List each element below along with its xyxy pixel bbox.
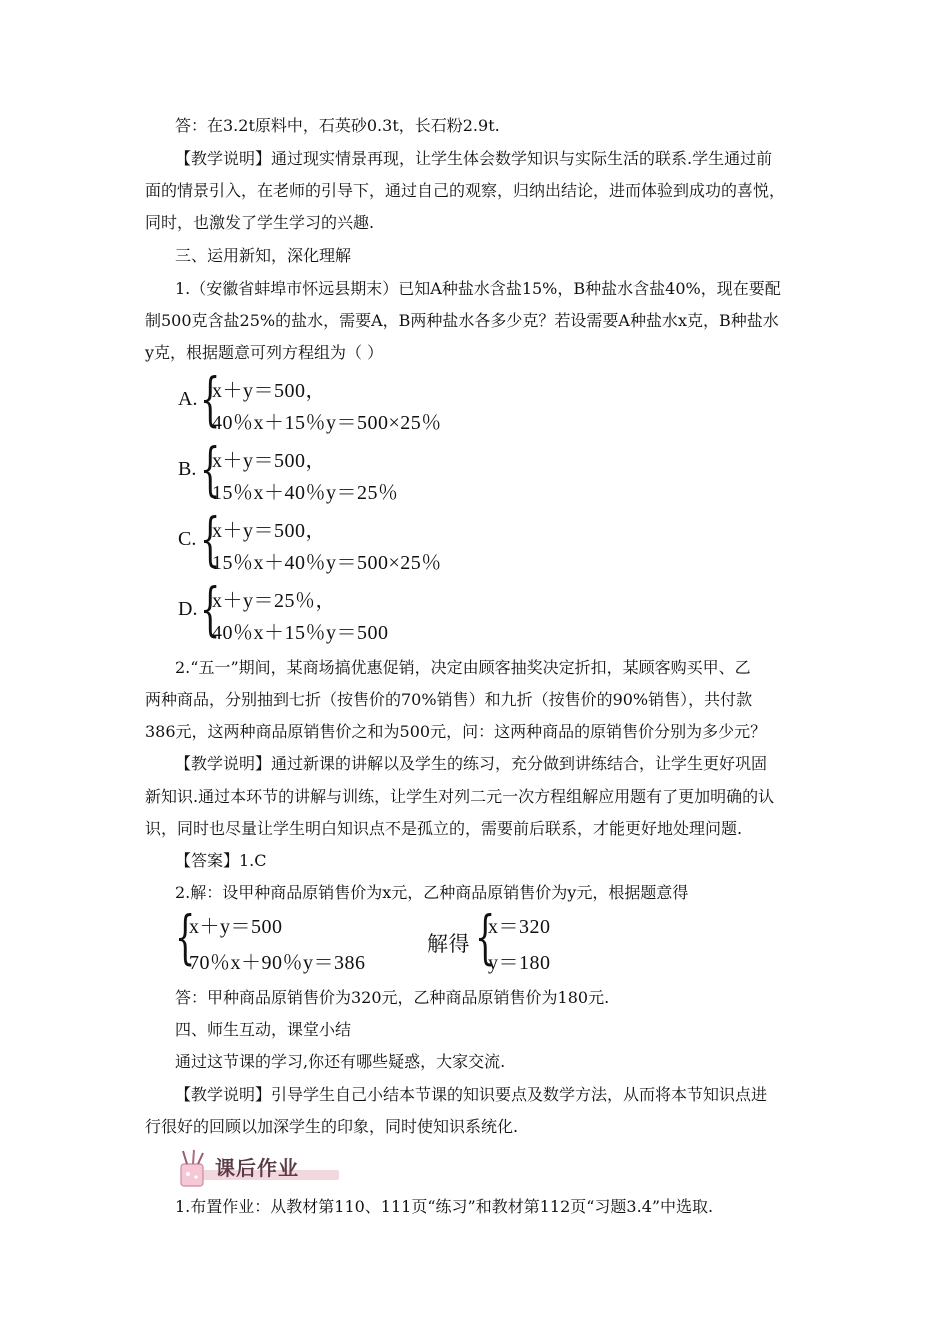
- equation: x＋y＝500，: [212, 450, 326, 472]
- equation: 15％x＋40％y＝25％: [212, 482, 399, 504]
- option-c: [178, 505, 498, 576]
- question-line: 386元，这两种商品原销售价之和为500元，问：这两种商品的原销售价分别为多少元？: [145, 722, 767, 741]
- brace-icon: {: [200, 435, 221, 503]
- teaching-note-line: 【教学说明】引导学生自己小结本节课的知识要点及数学方法，从而将本节知识点进: [175, 1085, 768, 1104]
- section-heading: 三、运用新知，深化理解: [175, 246, 352, 265]
- equation: x＝320: [488, 916, 551, 938]
- teaching-note-line: 同时，也激发了学生学习的兴趣.: [145, 213, 375, 232]
- equation: x＋y＝25％，: [212, 590, 336, 612]
- equation: x＋y＝500，: [212, 380, 326, 402]
- answer-line: 答：甲种商品原销售价为320元，乙种商品原销售价为180元.: [175, 988, 610, 1007]
- question-line: 2.“五一”期间，某商场搞优惠促销，决定由顾客抽奖决定折扣，某顾客购买甲、乙: [175, 658, 751, 677]
- option-label: C.: [178, 528, 197, 550]
- brace-icon: {: [200, 575, 221, 643]
- option-b: [178, 435, 498, 506]
- question-line: 1.（安徽省蚌埠市怀远县期末）已知A种盐水含盐15%，B种盐水含盐40%，现在要配: [175, 279, 781, 298]
- brace-icon: {: [200, 505, 221, 573]
- teaching-note-line: 【教学说明】通过新课的讲解以及学生的练习，充分做到讲练结合，让学生更好巩固: [175, 754, 768, 773]
- equation: 15％x＋40％y＝500×25％: [212, 552, 442, 574]
- question-line: y克，根据题意可列方程组为（ ）: [145, 343, 384, 362]
- section-heading: 四、师生互动，课堂小结: [175, 1020, 352, 1039]
- option-d: [178, 575, 498, 646]
- brace-icon: {: [200, 365, 221, 433]
- brace-icon: {: [175, 903, 196, 971]
- equation: 40％x＋15％y＝500: [212, 622, 389, 644]
- pencil-cup-icon: [175, 1148, 211, 1188]
- teaching-note-line: 【教学说明】通过现实情景再现，让学生体会数学知识与实际生活的联系.学生通过前: [175, 149, 773, 168]
- option-label: B.: [178, 458, 197, 480]
- homework-banner: [175, 1148, 340, 1188]
- brace-icon: {: [475, 903, 496, 971]
- solve-word: 解得: [427, 932, 470, 956]
- equation: 40％x＋15％y＝500×25％: [212, 412, 442, 434]
- equation: x＋y＝500，: [212, 520, 326, 542]
- question-line: 制500克含盐25%的盐水，需要A，B两种盐水各多少克？若设需要A种盐水x克，B种盐水: [145, 311, 779, 330]
- equation: x＋y＝500: [189, 916, 283, 938]
- equation: y＝180: [488, 952, 551, 974]
- homework-title: 课后作业: [215, 1156, 299, 1180]
- option-label: A.: [178, 388, 198, 410]
- teaching-note-line: 行很好的回顾以加深学生的印象，同时使知识系统化.: [145, 1117, 519, 1136]
- option-a: [178, 365, 498, 436]
- teaching-note-line: 新知识.通过本环节的讲解与训练，让学生对列二元一次方程组解应用题有了更加明确的认: [145, 787, 775, 806]
- teaching-note-line: 面的情景引入，在老师的引导下，通过自己的观察，归纳出结论，进而体验到成功的喜悦，: [145, 181, 786, 200]
- teaching-note-line: 识，同时也尽量让学生明白知识点不是孤立的，需要前后联系，才能更好地处理问题.: [145, 819, 743, 838]
- option-label: D.: [178, 598, 198, 620]
- homework-text: 1.布置作业：从教材第110、111页“练习”和教材第112页“习题3.4”中选取.: [175, 1197, 714, 1216]
- solution-system: [175, 903, 595, 976]
- answer-line: 答：在3.2t原料中，石英砂0.3t，长石粉2.9t.: [175, 116, 500, 135]
- equation: 70％x＋90％y＝386: [189, 952, 366, 974]
- solution-intro: 2.解：设甲种商品原销售价为x元，乙种商品原销售价为y元，根据题意得: [175, 883, 689, 902]
- answer-key: 【答案】1.C: [175, 851, 267, 870]
- summary-line: 通过这节课的学习,你还有哪些疑惑，大家交流.: [175, 1052, 506, 1071]
- question-line: 两种商品，分别抽到七折（按售价的70%销售）和九折（按售价的90%销售），共付款: [145, 690, 753, 709]
